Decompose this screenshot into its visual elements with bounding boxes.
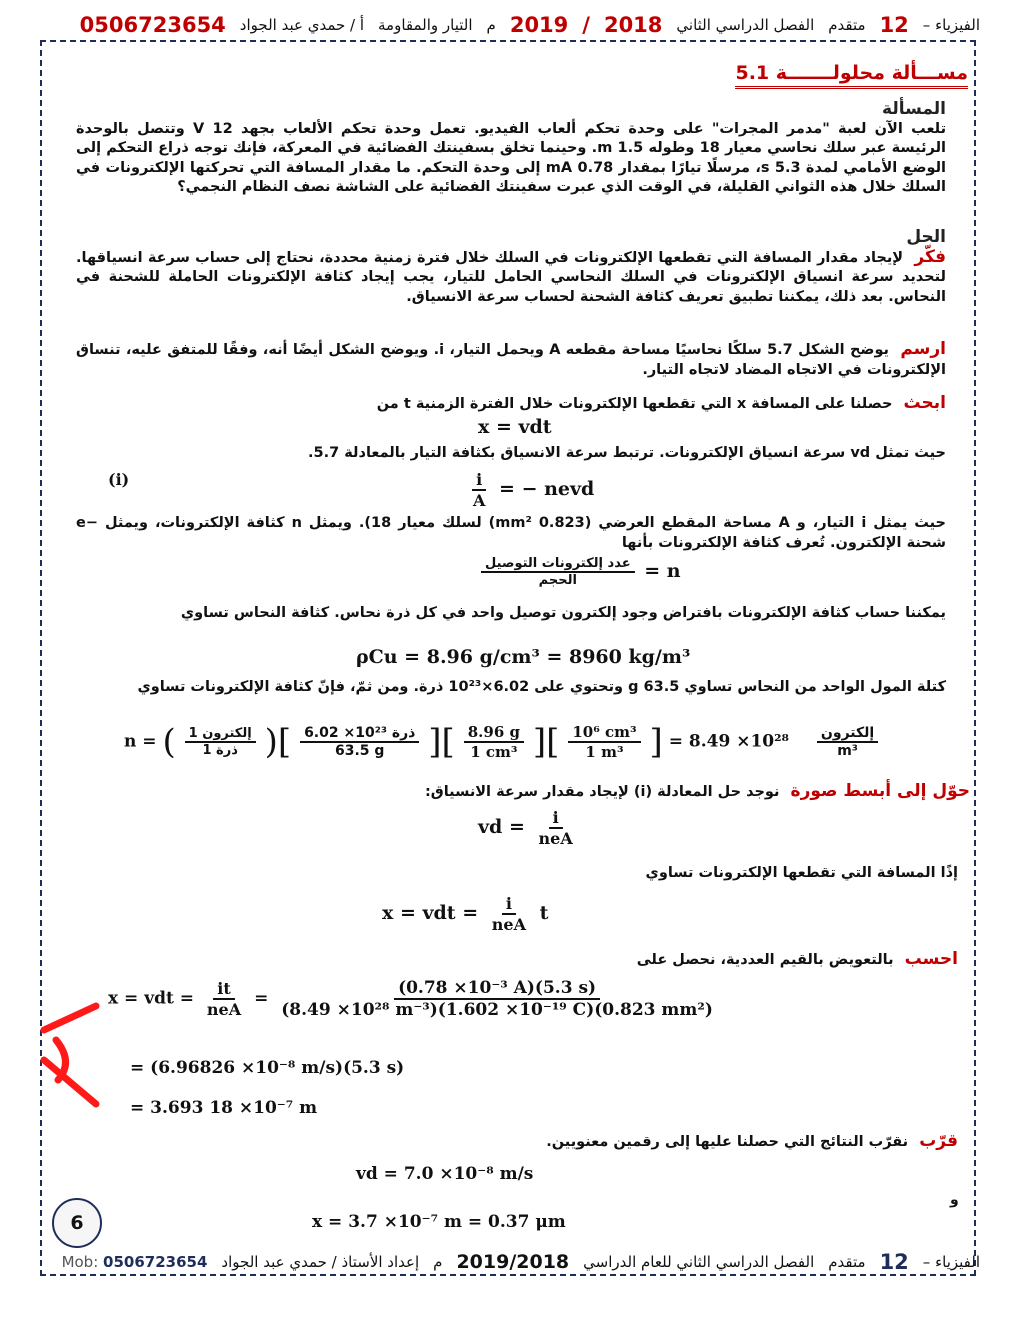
equation-x: x = vdt (478, 416, 552, 438)
equation-n-unit-num: إلكترون (817, 725, 878, 743)
header-year-a: 2018 (603, 13, 663, 37)
equation-n-f2-num: 6.02 ×10²³ ذرة (300, 725, 419, 743)
equation-i-fraction (469, 470, 489, 510)
footer-semester: الفصل الدراسي الثاني للعام الدراسي (583, 1253, 815, 1271)
round-block (76, 1132, 958, 1153)
equation-vd-lhs: vd = (478, 816, 525, 838)
equation-n-def-den: الحجم (538, 573, 577, 588)
where-text: حيث يمثل i التيار، و A مساحة المقطع العرضي (0.823 mm²) لسلك معيار 18). ويمثل n كثافة الإلكترونات، ويمثل −e شحنة الإلكترون. تُعرف كثافة الإلكترونات بأنها (76, 515, 946, 551)
header-topic: التيار والمقاومة (378, 16, 473, 34)
and-word: و (950, 1192, 959, 1208)
equation-n-factor-3 (464, 723, 524, 761)
equation-i-num: i (472, 470, 486, 491)
footer-grade-number: 12 (879, 1250, 909, 1274)
equation-n-rhs: = 8.49 ×10²⁸ (668, 731, 789, 752)
equation-n-lhs: n = (124, 731, 157, 752)
footer-mob (62, 1253, 208, 1271)
compute-text: يمكننا حساب كثافة الإلكترونات بافتراض وجود إلكترون توصيل واحد في كل ذرة نحاس. كثافة النحاس تساوي (180, 605, 946, 621)
equation-vd-fraction (535, 808, 577, 848)
equation-n-factor-1 (185, 726, 256, 758)
equation-n-factor-2 (300, 725, 419, 759)
equation-x2-lhs: x = vdt = (382, 902, 479, 924)
sketch-text: يوضح الشكل 5.7 سلكًا نحاسيًا مساحة مقطعه A ويحمل التيار، i. ويوضح الشكل أيضًا أنه، وفقًا للمتفق عليه، تنساق الإلكترونات في الاتجاه المضاد لاتجاه التيار. (76, 342, 946, 378)
watermark-icon (34, 1000, 104, 1110)
research-block (76, 394, 946, 415)
equation-x2-num: i (502, 894, 516, 915)
header-semester: الفصل الدراسي الثاني (676, 16, 815, 34)
footer-phone: 0506723654 (103, 1253, 208, 1271)
sketch-label: ارسم (900, 339, 946, 359)
equation-n-unit (817, 725, 878, 759)
equation-c1-f-den: neA (206, 1000, 242, 1019)
calc-block (76, 950, 958, 971)
equation-c1-eq: = (254, 988, 269, 1009)
equation-x2-tail: t (539, 902, 549, 924)
equation-n-factor-4 (568, 723, 640, 761)
footer-prepared: إعداد الأستاذ / حمدي عبد الجواد (221, 1253, 420, 1271)
header-year-b: 2019 (509, 13, 569, 37)
simplify-label: حوّل إلى أبسط صورة (790, 781, 970, 801)
header-teacher: أ / حمدي عبد الجواد (239, 16, 365, 34)
equation-n-def (478, 556, 681, 588)
solution-heading: الحل (906, 227, 946, 247)
calc-text: بالتعويض بالقيم العددية، نحصل على (636, 952, 894, 968)
equation-n-def-fraction (481, 556, 635, 588)
simplify-text: نوجد حل المعادلة (i) لإيجاد مقدار سرعة الانسياق: (424, 784, 780, 800)
equation-n-f1-num: 1 إلكترون (185, 726, 256, 743)
equation-vd-num: i (549, 808, 563, 829)
problem-block (76, 100, 946, 198)
page-number: 6 (52, 1198, 102, 1248)
equation-n-unit-den: m³ (837, 743, 858, 759)
header-slash: / (582, 13, 590, 37)
equation-x2-fraction (488, 894, 530, 934)
problem-text: تلعب الآن لعبة "مدمر المجرات" على وحدة تحكم ألعاب الفيديو. تعمل وحدة تحكم الألعاب بجهد 12 V وتتصل بالوحدة الرئيسة عبر سلك نحاسي معيار 18 وطوله 1.5 m. وحينما تخلق بسفينتك الفضائية في المعركة، فإنك توجه ذراع التحكم إلى الوضع الأمامي لمدة 5.3 s، مرسلًا تيارًا بمقدار 0.78 mA إلى وحدة التحكم. ما مقدار المسافة التي تحركتها الإلكترونات في السلك خلال هذه الثواني القليلة، في الوقت الذي عبرت سفينتك الفضائية على الشاشة نصف النظام النجمي؟ (76, 120, 947, 196)
sketch-block (76, 340, 946, 380)
think-label: فكّر (914, 246, 946, 267)
equation-n-f4-den: 1 m³ (585, 743, 624, 761)
equation-x2-den: neA (491, 915, 526, 934)
equation-n: n = ( $\frac{\text{1 إلكترون}}{\text{1 ذرة}}$ )[ $\frac{\text{6.02 ×10²³ ذرة}}{63.5 g}$ ][ $\frac{8.96 g}{\text{1 cm³}}$ ][ $\frac{\text{10⁶ cm³}}{\text{1 m³}}$ ] = 8.49 ×10²⁸ $\frac{\text{إلكترون}}{\text{m³}}$ (124, 722, 881, 762)
equation-n-def-rhs: = n (644, 560, 681, 582)
equation-c1-lhs: x = vdt = (108, 988, 194, 1009)
research-label: ابحث (903, 393, 946, 413)
equation-vd-den: neA (538, 829, 573, 848)
equation-calc-3: = 3.693 18 ×10⁻⁷ m (130, 1098, 318, 1118)
equation-n-f3-den: 1 cm³ (470, 743, 518, 761)
equation-label-i: (i) (108, 470, 130, 489)
header-subject: الفيزياء – (922, 16, 980, 34)
equation-n-def-num: عدد إلكترونات التوصيل (481, 556, 635, 573)
footer-grade-word: متقدم (828, 1253, 866, 1271)
equation-i (466, 470, 594, 510)
equation-n-f1-den: 1 ذرة (202, 743, 238, 758)
equation-n-f4-num: 10⁶ cm³ (568, 723, 640, 743)
equation-c1-den: (8.49 ×10²⁸ m⁻³)(1.602 ×10⁻¹⁹ C)(0.823 mm²) (281, 1000, 713, 1020)
think-text: لإيجاد مقدار المسافة التي تقطعها الإلكترونات في السلك خلال فترة زمنية محددة، نحتاج إلى حساب سرعة انسياقها. لتحديد سرعة انسياق الإلكترونات في السلك النحاسي الحامل للتيار، يجب إيجاد كثافة الإلكترونات الحاملة للشحنة في النحاس. بعد ذلك، يمكننا تطبيق تعريف كثافة الشحنة لحساب سرعة الانسياق. (76, 249, 946, 305)
page-header (40, 8, 980, 42)
equation-n-f3-num: 8.96 g (464, 723, 524, 743)
distance-text: إذًا المسافة التي تقطعها الإلكترونات تساوي (645, 865, 958, 881)
think-block (76, 228, 946, 307)
calc-label: احسب (904, 949, 958, 969)
equation-i-den: A (473, 491, 486, 510)
equation-vd (478, 808, 580, 848)
vd-text: حيث تمثل vd سرعة انسياق الإلكترونات. ترتبط سرعة الانسياق بكثافة التيار بالمعادلة 5.7. (308, 445, 946, 461)
footer-subject: الفيزياء – (922, 1253, 980, 1271)
equation-calc-2: = (6.96826 ×10⁻⁸ m/s)(5.3 s) (130, 1058, 405, 1078)
header-phone: 0506723654 (79, 13, 226, 37)
equation-c1-num: (0.78 ×10⁻³ A)(5.3 s) (394, 978, 600, 1000)
header-m: م (486, 16, 496, 34)
equation-n-f2-den: 63.5 g (334, 743, 385, 759)
equation-x2 (382, 894, 548, 934)
footer-year: 2019/2018 (456, 1251, 570, 1273)
footer-m: م (433, 1253, 443, 1271)
equation-round-vd: vd = 7.0 ×10⁻⁸ m/s (356, 1164, 534, 1184)
equation-c1-fraction (203, 979, 245, 1019)
equation-calc-1 (108, 978, 720, 1020)
equation-i-rhs: = − nevd (499, 478, 595, 500)
mole-text: كتلة المول الواحد من النحاس تساوي 63.5 g وتحتوي على 6.02×10²³ ذرة. ومن ثمّ، فإنّ كثافة الإلكترونات تساوي (137, 679, 946, 695)
header-grade-word: متقدم (828, 16, 866, 34)
equation-round-x: x = 3.7 ×10⁻⁷ m = 0.37 μm (312, 1212, 566, 1232)
round-label: قرّب (919, 1131, 958, 1151)
problem-heading: المسألة (882, 99, 946, 119)
round-text: نقرّب النتائج التي حصلنا عليها إلى رقمين معنويين. (546, 1134, 909, 1150)
header-grade-number: 12 (879, 13, 909, 37)
equation-c1-f-num: it (213, 979, 234, 1000)
research-text: حصلنا على المسافة x التي تقطعها الإلكترونات خلال الفترة الزمنية t من (376, 396, 893, 412)
section-title: مســـألة محلولـــــــة 5.1 (735, 62, 968, 89)
page-footer (40, 1248, 980, 1276)
footer-mob-label: Mob: (61, 1253, 99, 1271)
simplify-block (76, 782, 970, 803)
equation-c1-big-fraction (277, 978, 717, 1020)
equation-rho: ρCu = 8.96 g/cm³ = 8960 kg/m³ (356, 646, 691, 668)
